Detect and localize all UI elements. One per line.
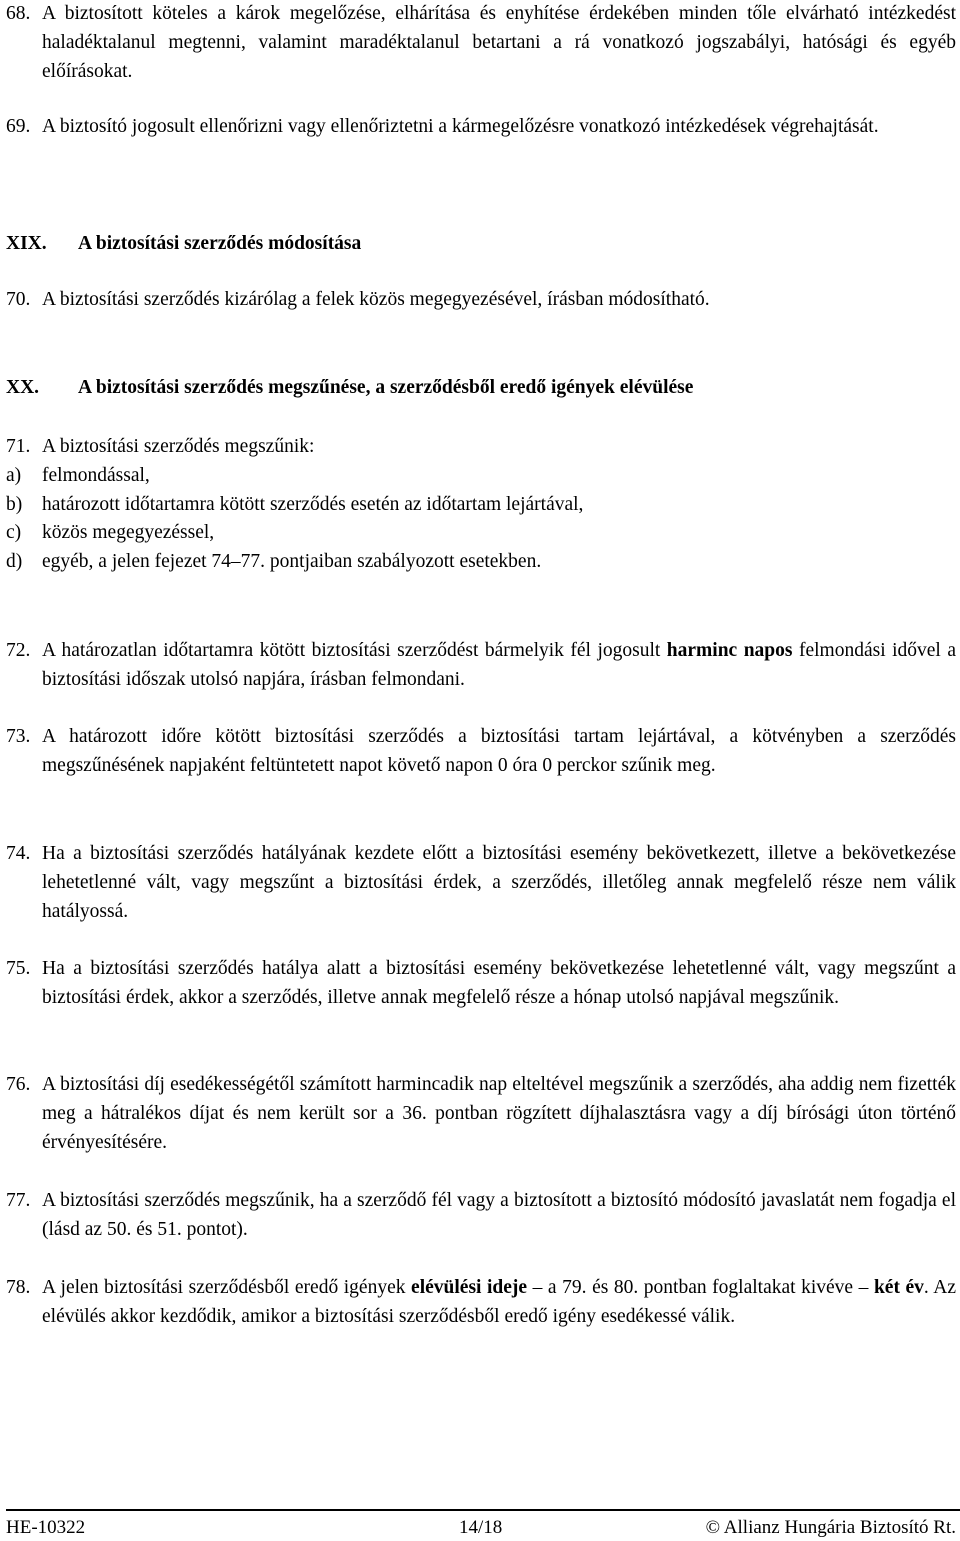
paragraph-69 [6, 113, 956, 142]
section-number: XIX. [6, 233, 47, 254]
emphasis: két év [873, 1277, 924, 1298]
copyright-notice: © Allianz Hungária Biztosító Rt. [705, 1517, 956, 1538]
paragraph-text: Ha a biztosítási szerződés hatályának kezdete előtt a biztosítási esemény bekövetkezett, illetve a bekövetkezése lehetetlenné vált, vagy megszűnt a biztosítási érdek, a szerződés, illetőleg annak megfelelő része nem válik hatályossá. [42, 843, 956, 922]
list-label: c) [6, 522, 22, 544]
section-heading-xx [6, 374, 956, 402]
paragraph-74 [6, 840, 956, 926]
paragraph-72 [6, 637, 956, 695]
paragraph-75 [6, 955, 956, 1013]
document-code: HE-10322 [6, 1517, 86, 1538]
paragraph-number: 73. [6, 726, 31, 747]
paragraph-text: A jelen biztosítási szerződésből eredő igények elévülési ideje – a 79. és 80. pontban foglaltakat kivéve – két év. Az elévülés akkor kezdődik, amikor a biztosítási szerződésből eredő igény esedékessé válik. [42, 1277, 956, 1327]
paragraph-number: 76. [6, 1074, 31, 1095]
paragraph-text: A biztosított köteles a károk megelőzése, elhárítása és enyhítése érdekében minden tőle elvárható intézkedést haladéktalanul megtenni, valamint maradéktalanul betartani a rá vonatkozó jogszabályi, hatósági és egyéb előírásokat. [42, 3, 956, 82]
paragraph-71 [6, 433, 956, 577]
footer-divider [6, 1509, 960, 1511]
paragraph-text: A biztosítási szerződés megszűnik: [42, 436, 315, 457]
section-number: XX. [6, 377, 40, 398]
section-title: A biztosítási szerződés megszűnése, a szerződésből eredő igények elévülése [78, 377, 694, 398]
section-heading-xix [6, 230, 956, 258]
termination-list [6, 462, 956, 577]
list-label: d) [6, 551, 23, 573]
list-text: egyéb, a jelen fejezet 74–77. pontjaiban szabályozott esetekben. [42, 551, 542, 573]
paragraph-number: 77. [6, 1190, 31, 1211]
paragraph-76 [6, 1071, 956, 1157]
paragraph-77 [6, 1187, 956, 1245]
paragraph-number: 69. [6, 116, 31, 137]
page-number: 14/18 [459, 1517, 503, 1538]
emphasis: elévülési ideje [411, 1277, 528, 1298]
paragraph-text: A határozott időre kötött biztosítási szerződés a biztosítási tartam lejártával, a kötvényben a szerződés megszűnésének napjaként feltüntetett napot követő napon 0 óra 0 perckor szűnik meg. [42, 726, 956, 776]
emphasis: harminc napos [666, 640, 793, 661]
paragraph-number: 71. [6, 436, 31, 457]
list-text: közös megegyezéssel, [42, 522, 215, 544]
paragraph-text: Ha a biztosítási szerződés hatálya alatt a biztosítási esemény bekövetkezése lehetetlenné vált, vagy megszűnt a biztosítási érdek, akkor a szerződés, illetve annak megfelelő része a hónap utolsó napjával megszűnik. [42, 958, 956, 1008]
list-label: b) [6, 493, 23, 515]
list-text: határozott időtartamra kötött szerződés esetén az időtartam lejártával, [42, 493, 584, 515]
list-item [6, 462, 956, 491]
paragraph-number: 75. [6, 958, 31, 979]
paragraph-text: A biztosítási szerződés megszűnik, ha a szerződő fél vagy a biztosított a biztosító módosító javaslatát nem fogadja el (lásd az 50. és 51. pontot). [42, 1190, 956, 1240]
paragraph-70 [6, 286, 956, 315]
paragraph-text: A biztosító jogosult ellenőrizni vagy ellenőriztetni a kármegelőzésre vonatkozó intézkedések végrehajtását. [42, 116, 879, 137]
paragraph-78 [6, 1274, 956, 1332]
list-text: felmondással, [42, 464, 150, 486]
paragraph-text: A biztosítási szerződés kizárólag a felek közös megegyezésével, írásban módosítható. [42, 289, 710, 310]
list-label: a) [6, 464, 22, 486]
paragraph-73 [6, 723, 956, 781]
paragraph-number: 74. [6, 843, 31, 864]
paragraph-text: A határozatlan időtartamra kötött biztosítási szerződést bármelyik fél jogosult harminc napos felmondási idővel a biztosítási időszak utolsó napjára, írásban felmondani. [42, 640, 956, 690]
paragraph-text: A biztosítási díj esedékességétől számított harmincadik nap elteltével megszűnik a szerződés, aha addig nem fizették meg a hátralékos díjat és nem került sor a 36. pontban rögzített díjhalasztásra vagy a díj bírósági úton történő érvényesítésére. [42, 1074, 956, 1153]
list-item [6, 519, 956, 548]
paragraph-number: 72. [6, 640, 31, 661]
section-title: A biztosítási szerződés módosítása [78, 233, 362, 254]
paragraph-number: 70. [6, 289, 31, 310]
paragraph-68 [6, 0, 956, 86]
list-item [6, 491, 956, 520]
paragraph-number: 68. [6, 3, 31, 24]
page-footer [6, 1516, 956, 1540]
paragraph-number: 78. [6, 1277, 31, 1298]
list-item [6, 548, 956, 577]
